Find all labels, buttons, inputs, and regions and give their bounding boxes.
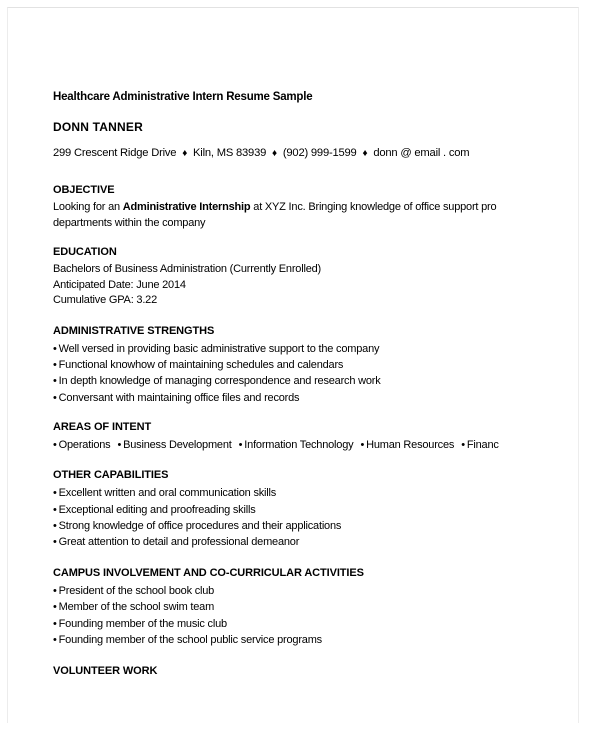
volunteer-work-section [53, 664, 558, 679]
contact-city-state-zip: Kiln, MS 83939 [193, 147, 267, 159]
list-item [53, 518, 558, 534]
objective-text-pre: Looking for an [53, 201, 123, 213]
list-item-label: Strong knowledge of office procedures and their applications [58, 519, 342, 532]
bullet-icon: • [53, 358, 57, 371]
list-item-label: Founding member of the music club [58, 617, 227, 630]
areas-of-intent-item: Business Development [123, 439, 232, 452]
bullet-icon: • [360, 439, 365, 452]
bullet-icon: • [461, 439, 465, 452]
bullet-icon: • [53, 342, 57, 355]
list-item-label: Functional knowhow of maintaining schedules and calendars [58, 358, 344, 371]
list-item [53, 390, 558, 406]
areas-of-intent-list [53, 437, 558, 453]
resume-content [53, 90, 558, 681]
list-item [53, 534, 558, 550]
objective-text-line-2: departments within the company [53, 216, 206, 229]
bullet-icon: • [53, 439, 57, 452]
list-item-label: Well versed in providing basic administrative support to the company [58, 342, 380, 355]
contact-line [53, 146, 558, 161]
administrative-strengths-heading: ADMINISTRATIVE STRENGTHS [53, 324, 215, 337]
education-line: Cumulative GPA: 3.22 [53, 294, 158, 306]
areas-of-intent-heading: AREAS OF INTENT [53, 421, 152, 434]
list-item [53, 373, 558, 389]
diamond-separator-icon: ♦ [362, 148, 368, 159]
education-section [53, 245, 558, 309]
areas-of-intent-item: Financ [466, 439, 499, 452]
bullet-icon: • [53, 487, 57, 500]
list-item [53, 485, 558, 501]
contact-phone: (902) 999-1599 [282, 147, 357, 159]
list-item-label: Member of the school swim team [58, 601, 215, 614]
objective-section [53, 183, 558, 231]
list-item-label: Founding member of the school public service programs [58, 633, 322, 646]
other-capabilities-heading: OTHER CAPABILITIES [53, 469, 169, 482]
campus-involvement-heading: CAMPUS INVOLVEMENT AND CO-CURRICULAR ACTIVITIES [53, 566, 364, 579]
bullet-icon: • [53, 536, 57, 549]
list-item-label: Great attention to detail and professional demeanor [58, 536, 300, 549]
education-line: Anticipated Date: June 2014 [53, 278, 186, 291]
list-item [53, 341, 558, 357]
other-capabilities-section [53, 468, 558, 551]
list-item [53, 599, 558, 615]
bullet-icon: • [53, 601, 57, 614]
objective-text-post: at XYZ Inc. Bringing knowledge of office support pro [250, 201, 497, 213]
list-item-label: Excellent written and oral communication skills [58, 487, 277, 500]
education-heading: EDUCATION [53, 246, 117, 258]
resume-page [7, 7, 579, 723]
list-item [53, 616, 558, 632]
diamond-separator-icon: ♦ [182, 148, 188, 159]
document-title: Healthcare Administrative Intern Resume Sample [53, 91, 313, 103]
objective-text-line-1 [53, 200, 558, 216]
list-item-label: President of the school book club [58, 584, 215, 597]
candidate-name: DONN TANNER [53, 120, 143, 134]
bullet-icon: • [53, 519, 57, 532]
bullet-icon: • [53, 633, 57, 646]
diamond-separator-icon: ♦ [272, 148, 277, 159]
list-item-label: Conversant with maintaining office files and records [58, 391, 300, 404]
areas-of-intent-item: Human Resources [366, 439, 455, 452]
list-item [53, 357, 558, 373]
areas-of-intent-item: Operations [58, 439, 111, 452]
administrative-strengths-section [53, 324, 558, 407]
bullet-icon: • [53, 503, 57, 516]
campus-involvement-section [53, 566, 558, 649]
education-line: Bachelors of Business Administration (Currently Enrolled) [53, 263, 321, 275]
objective-text-bold: Administrative Internship [122, 201, 251, 213]
areas-of-intent-section [53, 420, 558, 453]
list-item-label: Exceptional editing and proofreading skills [58, 503, 256, 516]
list-item [53, 583, 558, 599]
bullet-icon: • [238, 439, 243, 452]
contact-address: 299 Crescent Ridge Drive [53, 147, 177, 159]
volunteer-work-heading: VOLUNTEER WORK [53, 665, 158, 678]
areas-of-intent-item: Information Technology [244, 439, 354, 452]
bullet-icon: • [53, 391, 57, 404]
objective-heading: OBJECTIVE [53, 184, 115, 196]
bullet-icon: • [53, 375, 57, 388]
list-item-label: In depth knowledge of managing correspondence and research work [58, 375, 381, 388]
bullet-icon: • [53, 617, 57, 630]
list-item [53, 632, 558, 648]
bullet-icon: • [117, 439, 122, 452]
bullet-icon: • [53, 584, 57, 597]
contact-email: donn @ email . com [373, 147, 470, 159]
list-item [53, 502, 558, 518]
